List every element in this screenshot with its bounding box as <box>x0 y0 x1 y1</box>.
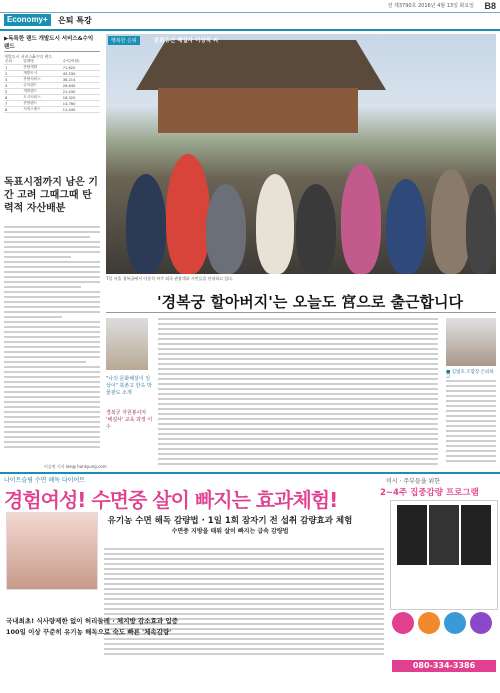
ad-right-head: 2~4주 집중감량 프로그램 <box>380 488 479 498</box>
side-body-text <box>446 380 496 466</box>
sidebar-box-title: ▶독특한 랜드 개발도시 서비스&수익 랜드 <box>4 34 100 52</box>
photo-tag: 행복한 은퇴 <box>108 36 140 45</box>
side-label: ■ 김범호 조합장 은퇴하고 <box>446 370 494 380</box>
article-body-text <box>158 318 438 468</box>
table-row: 7 종합랜드 14,760 <box>4 101 100 107</box>
ad-program-box <box>390 500 498 610</box>
header-rule <box>0 29 500 31</box>
ad-subhead: 유기농 수면 해독 감량법 · 1일 1회 잠자기 전 섭취 감량효과 체험 <box>107 516 353 526</box>
photo-tag-text: 문화유산 해설사 이상석 씨 <box>154 38 219 44</box>
table-row: 순위 업체명 수익(억원) <box>4 59 100 65</box>
table-row: 4 수익랜드 28,640 <box>4 83 100 89</box>
table-row: 8 서비스랜드 12,040 <box>4 107 100 113</box>
ad-top-label: 나이트슬림 수면 해독 다이어트 <box>4 477 86 484</box>
table-row: 1 종합개발 71,620 <box>4 65 100 71</box>
photo-caption: 7일 서울 경복궁에서 이상석 씨가 외국 관광객과 시민들을 안내하고 있다. <box>106 276 234 281</box>
ad-body-text <box>104 548 384 658</box>
byline: 이승연 기자 lee@ hankyung.com <box>44 464 107 469</box>
article-headline: '경복궁 할아버지'는 오늘도 宮으로 출근합니다 <box>157 293 463 311</box>
badge-1 <box>392 612 414 634</box>
ranking-table <box>4 59 100 113</box>
pull-quote: "나의 문화해설이 일상이" 북촌고 한옥 박물관도 소개 <box>106 376 152 396</box>
left-headline: 독표시점까지 남은 기간 고려 그때그때 탄력적 자산배분 <box>4 177 98 214</box>
pull-quote-2: 경복궁 자원봉사자 '해설사' 교육 과정 이수 <box>106 410 153 430</box>
badge-3 <box>444 612 466 634</box>
palace-building <box>158 88 358 133</box>
badge-4 <box>470 612 492 634</box>
side-photo <box>446 318 496 366</box>
ad-product-photo <box>6 512 98 590</box>
issue-info: 전 제3790호 2016년 4월 13일 화요일 <box>387 3 474 9</box>
badge-2 <box>418 612 440 634</box>
economy-logo: Economy+ <box>4 14 51 26</box>
ad-claim-2: 100일 이상 꾸준히 유기농 해독으로 숙도 빠른 '체속감량' <box>6 628 172 636</box>
left-sidebar <box>4 34 100 113</box>
left-body-text <box>4 226 100 464</box>
table-row: 6 도시서비스 18,320 <box>4 95 100 101</box>
palace-roof <box>136 40 386 90</box>
table-row: 2 개발도시 45,530 <box>4 71 100 77</box>
author-photo <box>106 318 148 370</box>
table-row: 3 종합서비스 36,214 <box>4 77 100 83</box>
page-number: B8 <box>484 1 496 11</box>
ad-claim: 국내최초! 식사량제한 없이 허리둘레 · 체지방 감소효과 입증 <box>6 617 178 625</box>
table-row: 5 개발랜드 21,430 <box>4 89 100 95</box>
section-title: 은퇴 특강 <box>58 16 92 25</box>
ad-subhead-2: 수면중 지방을 태워 살이 빠지는 급속 감량법 <box>171 528 289 535</box>
headline-rule <box>106 312 496 313</box>
table-caption: 개발도시 서비스&수익 랜드 <box>4 54 53 59</box>
ad-right-top: 미시 · 주부들을 위한 <box>386 478 440 485</box>
phone-number[interactable]: 080-334-3386 <box>392 660 496 672</box>
ad-headline: 경험여성! 수면중 살이 빠지는 효과체험! <box>4 488 338 512</box>
